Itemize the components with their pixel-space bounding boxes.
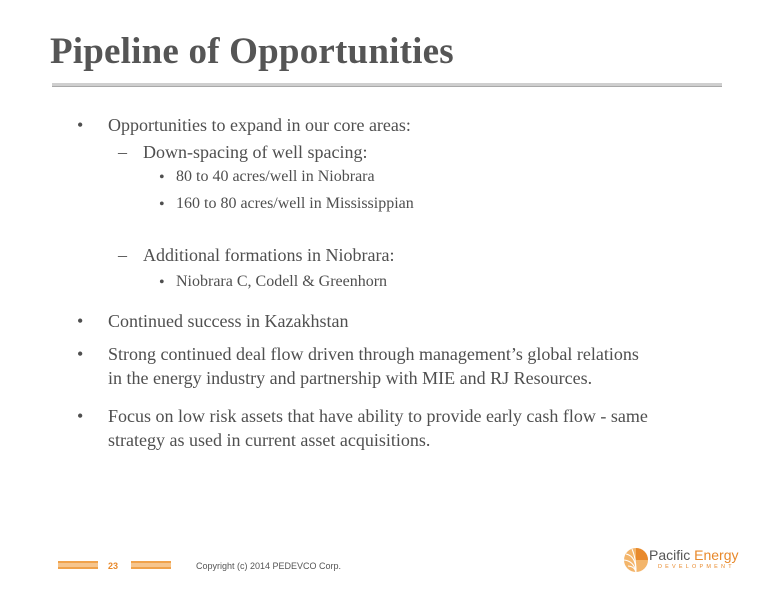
- logo-subtitle: DEVELOPMENT: [658, 564, 735, 570]
- bullet-text: Focus on low risk assets that have ability to provide early cash flow - same: [108, 406, 648, 426]
- shell-logo-icon: [622, 546, 650, 574]
- company-logo: [622, 544, 752, 584]
- sub-bullet-text: Down-spacing of well spacing:: [143, 142, 368, 162]
- page-title: Pipeline of Opportunities: [50, 31, 454, 72]
- bullet-marker: •: [159, 169, 165, 186]
- bullet-text: Strong continued deal flow driven through management’s global relations: [108, 344, 639, 364]
- footer-bar-right: [131, 561, 171, 569]
- dash-marker: –: [118, 142, 127, 162]
- dash-marker: –: [118, 245, 127, 265]
- logo-name-part1: Pacific: [649, 547, 695, 563]
- bullet-text-continuation: in the energy industry and partnership with MIE and RJ Resources.: [108, 368, 593, 388]
- sub-sub-bullet-text: 80 to 40 acres/well in Niobrara: [176, 168, 375, 185]
- sub-bullet-text: Additional formations in Niobrara:: [143, 245, 395, 265]
- bullet-text: Opportunities to expand in our core areas:: [108, 115, 411, 135]
- bullet-text: Continued success in Kazakhstan: [108, 311, 349, 331]
- bullet-marker: •: [77, 344, 84, 364]
- logo-name-part2: Energy: [694, 547, 739, 563]
- copyright-text: Copyright (c) 2014 PEDEVCO Corp.: [196, 561, 342, 571]
- footer-bar-left: [58, 561, 98, 569]
- bullet-marker: •: [77, 406, 84, 426]
- bullet-marker: •: [77, 115, 84, 135]
- page-number: 23: [108, 561, 119, 571]
- bullet-text-continuation: strategy as used in current asset acquisitions.: [108, 430, 431, 450]
- bullet-marker: •: [159, 274, 165, 291]
- sub-sub-bullet-text: 160 to 80 acres/well in Mississippian: [176, 195, 414, 212]
- sub-sub-bullet-text: Niobrara C, Codell & Greenhorn: [176, 273, 388, 290]
- bullet-marker: •: [77, 311, 84, 331]
- logo-wordmark: [649, 547, 738, 563]
- bullet-marker: •: [159, 196, 165, 213]
